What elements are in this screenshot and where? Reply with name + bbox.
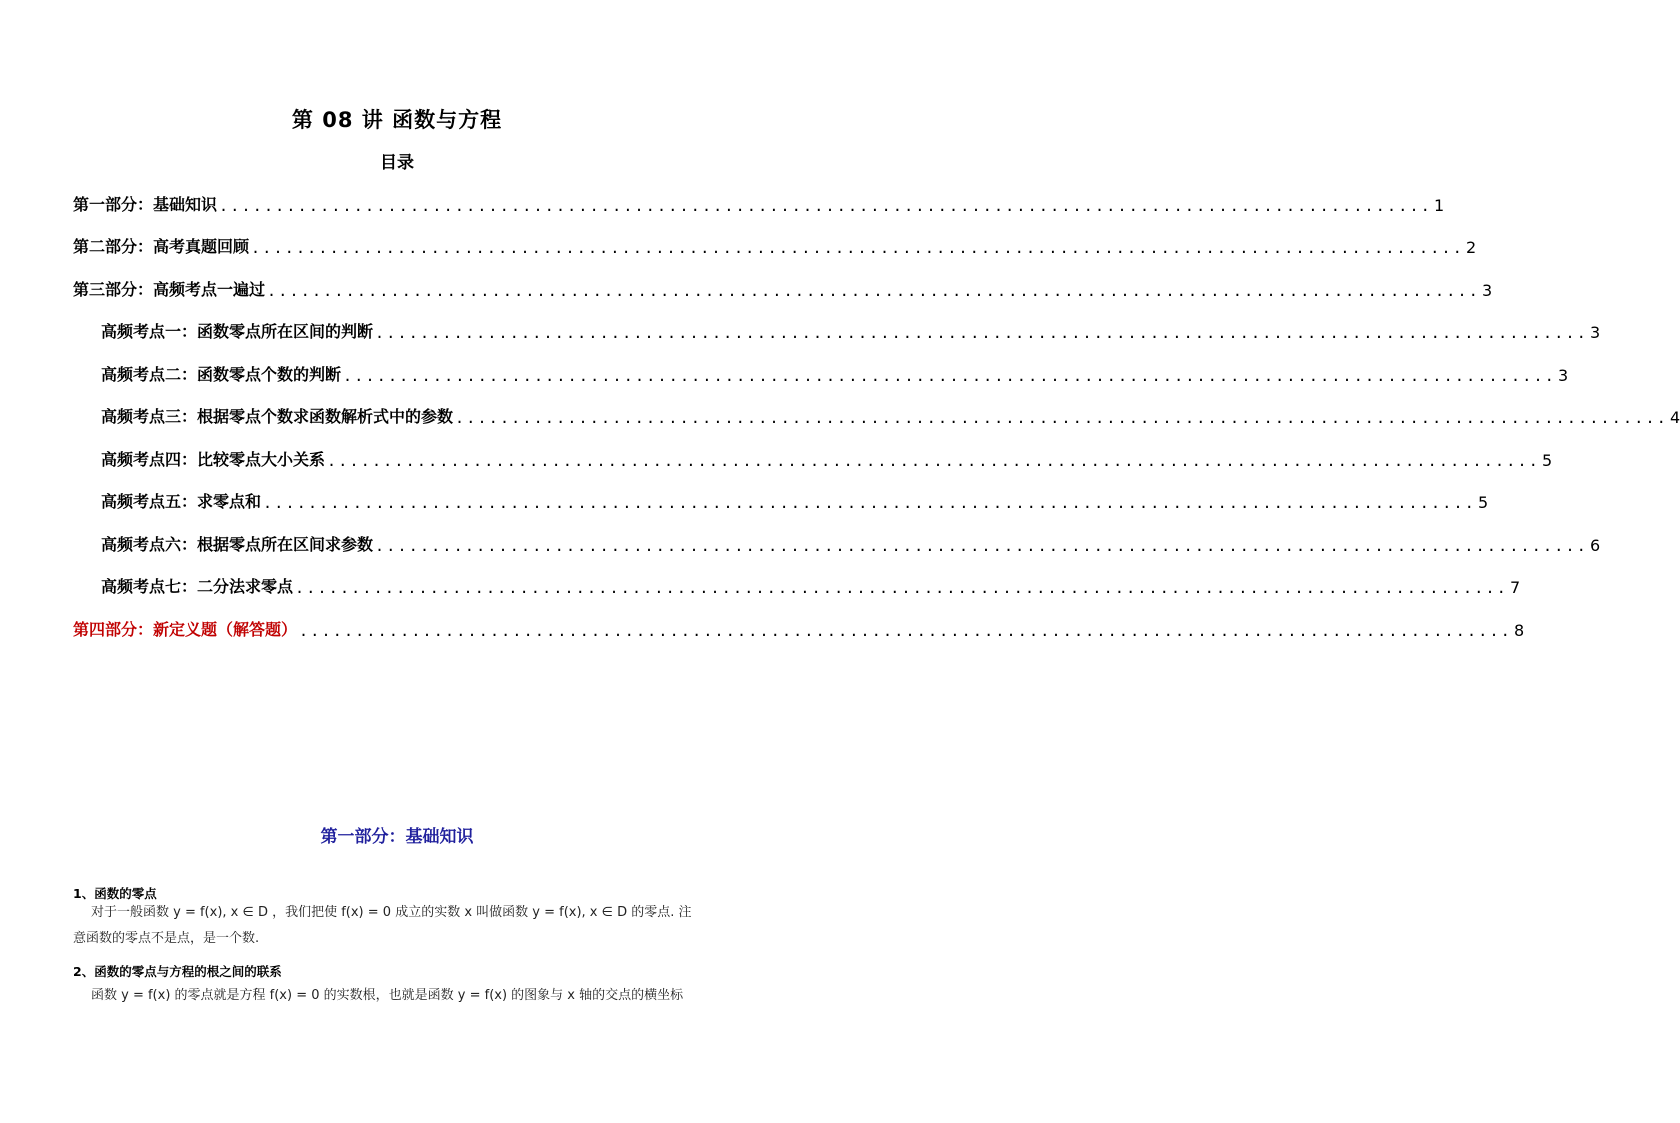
toc-entry-label: 第三部分：高频考点一遍过 [73,280,266,299]
toc-heading: 目录 [380,153,414,173]
toc-page-number: 8 [1513,621,1525,640]
item-title: 2、函数的零点与方程的根之间的联系 [73,964,282,979]
toc-entry[interactable] [73,233,1477,257]
toc-dot-leader: ............................................................................................................ [263,494,1476,512]
toc-entry[interactable] [101,403,1680,427]
toc-dot-leader: ............................................................................................................ [267,282,1480,300]
paragraph-line [73,983,723,1009]
toc-page-number: 7 [1509,578,1521,597]
toc-page-number: 4 [1669,408,1680,427]
toc-dot-leader: ............................................................................................................ [455,409,1668,427]
toc-page-number: 5 [1541,451,1553,470]
toc-entry[interactable] [101,318,1601,342]
toc-page-number: 6 [1589,536,1601,555]
item-title: 1、函数的零点 [73,886,157,901]
toc-entry-label: 高频考点四：比较零点大小关系 [101,450,326,469]
toc-entry[interactable] [101,361,1569,385]
toc-dot-leader: ............................................................................................................ [327,452,1540,470]
paragraph-text: 函数 y = f(x) 的零点就是方程 f(x) = 0 的实数根，也就是函数 y = f(x) 的图象与 x 轴的交点的横坐标 [91,988,684,1003]
paragraph-line [73,900,723,926]
toc-dot-leader: ............................................................................................................ [375,324,1588,342]
toc-page-number: 3 [1589,323,1601,342]
toc-entry-label: 高频考点一：函数零点所在区间的判断 [101,322,374,341]
toc-entry[interactable] [101,531,1601,555]
toc-dot-leader: ............................................................................................................ [375,537,1588,555]
toc-dot-leader: ............................................................................................................ [299,622,1512,640]
toc-entry[interactable] [101,573,1521,597]
toc-page-number: 1 [1433,196,1445,215]
toc-entry-label: 高频考点六：根据零点所在区间求参数 [101,535,374,554]
toc-entry-label: 高频考点七：二分法求零点 [101,577,294,596]
toc-entry-label: 第四部分：新定义题（解答题） [73,620,298,639]
paragraph [73,900,723,952]
toc-entry-label: 第二部分：高考真题回顾 [73,237,250,256]
toc-entry[interactable] [73,616,1525,640]
paragraph [73,983,723,1009]
toc-page-number: 3 [1557,366,1569,385]
toc-dot-leader: ............................................................................................................ [343,367,1556,385]
toc-entry[interactable] [73,191,1445,215]
toc-dot-leader: ............................................................................................................ [219,197,1432,215]
toc-entry-label: 第一部分：基础知识 [73,195,218,214]
document-title: 第 08 讲 函数与方程 [291,108,503,132]
paragraph-text: 对于一般函数 y = f(x), x ∈ D ，我们把使 f(x) = 0 成立的实数 x 叫做函数 y = f(x), x ∈ D 的零点. 注 [91,905,692,920]
toc-entry-label: 高频考点二：函数零点个数的判断 [101,365,342,384]
paragraph-line: 意函数的零点不是点，是一个数. [73,931,260,946]
toc-page-number: 5 [1477,493,1489,512]
toc-entry[interactable] [73,276,1493,300]
toc-entry-label: 高频考点五：求零点和 [101,492,262,511]
section-heading: 第一部分：基础知识 [320,827,474,847]
toc-entry[interactable] [101,488,1489,512]
toc-page-number: 3 [1481,281,1493,300]
toc-entry-label: 高频考点三：根据零点个数求函数解析式中的参数 [101,407,454,426]
toc-dot-leader: ............................................................................................................ [295,579,1508,597]
toc-page-number: 2 [1465,238,1477,257]
toc-dot-leader: ............................................................................................................ [251,239,1464,257]
toc-entry[interactable] [101,446,1553,470]
